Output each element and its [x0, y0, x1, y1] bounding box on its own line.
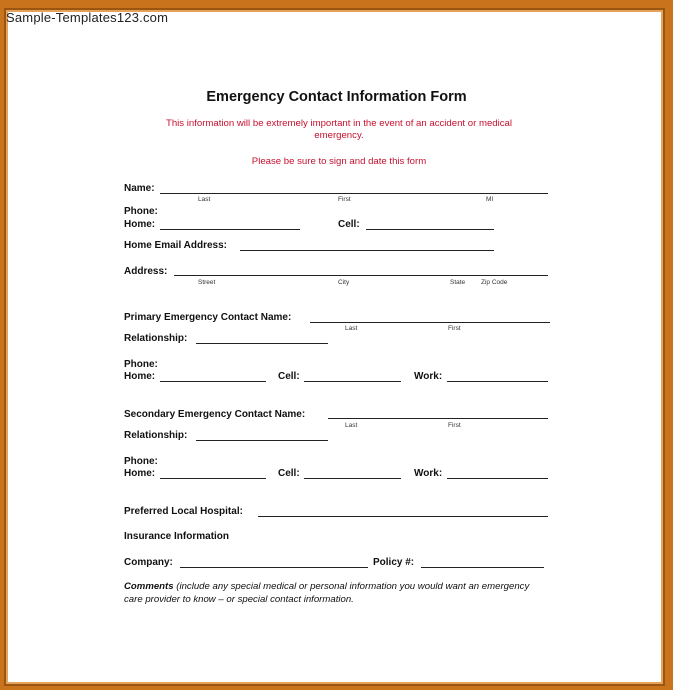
- policy-field[interactable]: [421, 567, 544, 568]
- primary-contact-label: Primary Emergency Contact Name:: [124, 312, 292, 323]
- primary-cell-label: Cell:: [278, 371, 300, 382]
- name-label: Name:: [124, 183, 155, 194]
- primary-phone-label: Phone:: [124, 359, 158, 370]
- insurance-heading: Insurance Information: [124, 531, 230, 542]
- secondary-home-label: Home:: [124, 468, 156, 479]
- hospital-field[interactable]: [258, 516, 548, 517]
- primary-home-label: Home:: [124, 371, 156, 382]
- watermark: Sample-Templates123.com: [6, 10, 169, 25]
- home-phone-field[interactable]: [160, 229, 300, 230]
- name-sub-last: Last: [198, 196, 211, 203]
- secondary-work-label: Work:: [414, 468, 443, 479]
- notice-line-1: This information will be extremely important in the event of an accident or medical: [165, 118, 513, 129]
- address-label: Address:: [124, 266, 168, 277]
- primary-sub-first: First: [448, 325, 461, 332]
- secondary-cell-field[interactable]: [304, 478, 401, 479]
- primary-work-field[interactable]: [447, 381, 548, 382]
- secondary-sub-first: First: [448, 422, 461, 429]
- form-title: Emergency Contact Information Form: [206, 89, 467, 105]
- secondary-sub-last: Last: [345, 422, 358, 429]
- primary-contact-field[interactable]: [310, 322, 550, 323]
- primary-work-label: Work:: [414, 371, 443, 382]
- name-sub-first: First: [338, 196, 351, 203]
- secondary-cell-label: Cell:: [278, 468, 300, 479]
- notice-line-2: emergency.: [314, 130, 364, 141]
- name-sub-mi: MI: [486, 196, 494, 203]
- home-phone-label: Home:: [124, 219, 156, 230]
- address-field[interactable]: [174, 275, 548, 276]
- primary-relationship-label: Relationship:: [124, 333, 188, 344]
- comments-body: (include any special medical or personal information you would want an emergency care provider to know – or special contact information.: [124, 581, 530, 605]
- company-label: Company:: [124, 557, 173, 568]
- company-field[interactable]: [180, 567, 368, 568]
- secondary-relationship-field[interactable]: [196, 440, 328, 441]
- cell-phone-field[interactable]: [366, 229, 494, 230]
- address-sub-street: Street: [198, 279, 216, 286]
- secondary-work-field[interactable]: [447, 478, 548, 479]
- secondary-contact-label: Secondary Emergency Contact Name:: [124, 409, 306, 420]
- address-sub-zip: Zip Code: [481, 279, 508, 286]
- comments-label: Comments: [124, 581, 174, 592]
- primary-home-field[interactable]: [160, 381, 266, 382]
- address-sub-city: City: [338, 279, 350, 286]
- sign-notice: Please be sure to sign and date this form: [251, 156, 427, 167]
- primary-sub-last: Last: [345, 325, 358, 332]
- secondary-contact-field[interactable]: [328, 418, 548, 419]
- email-field[interactable]: [240, 250, 494, 251]
- primary-cell-field[interactable]: [304, 381, 401, 382]
- email-label: Home Email Address:: [124, 240, 227, 251]
- name-field[interactable]: [160, 193, 548, 194]
- cell-phone-label: Cell:: [338, 219, 360, 230]
- secondary-phone-label: Phone:: [124, 456, 158, 467]
- comments-text: [124, 580, 544, 606]
- policy-label: Policy #:: [373, 557, 415, 568]
- secondary-home-field[interactable]: [160, 478, 266, 479]
- phone-label: Phone:: [124, 206, 158, 217]
- primary-relationship-field[interactable]: [196, 343, 328, 344]
- address-sub-state: State: [450, 279, 466, 286]
- notice-text: [120, 118, 558, 142]
- hospital-label: Preferred Local Hospital:: [124, 506, 243, 517]
- secondary-relationship-label: Relationship:: [124, 430, 188, 441]
